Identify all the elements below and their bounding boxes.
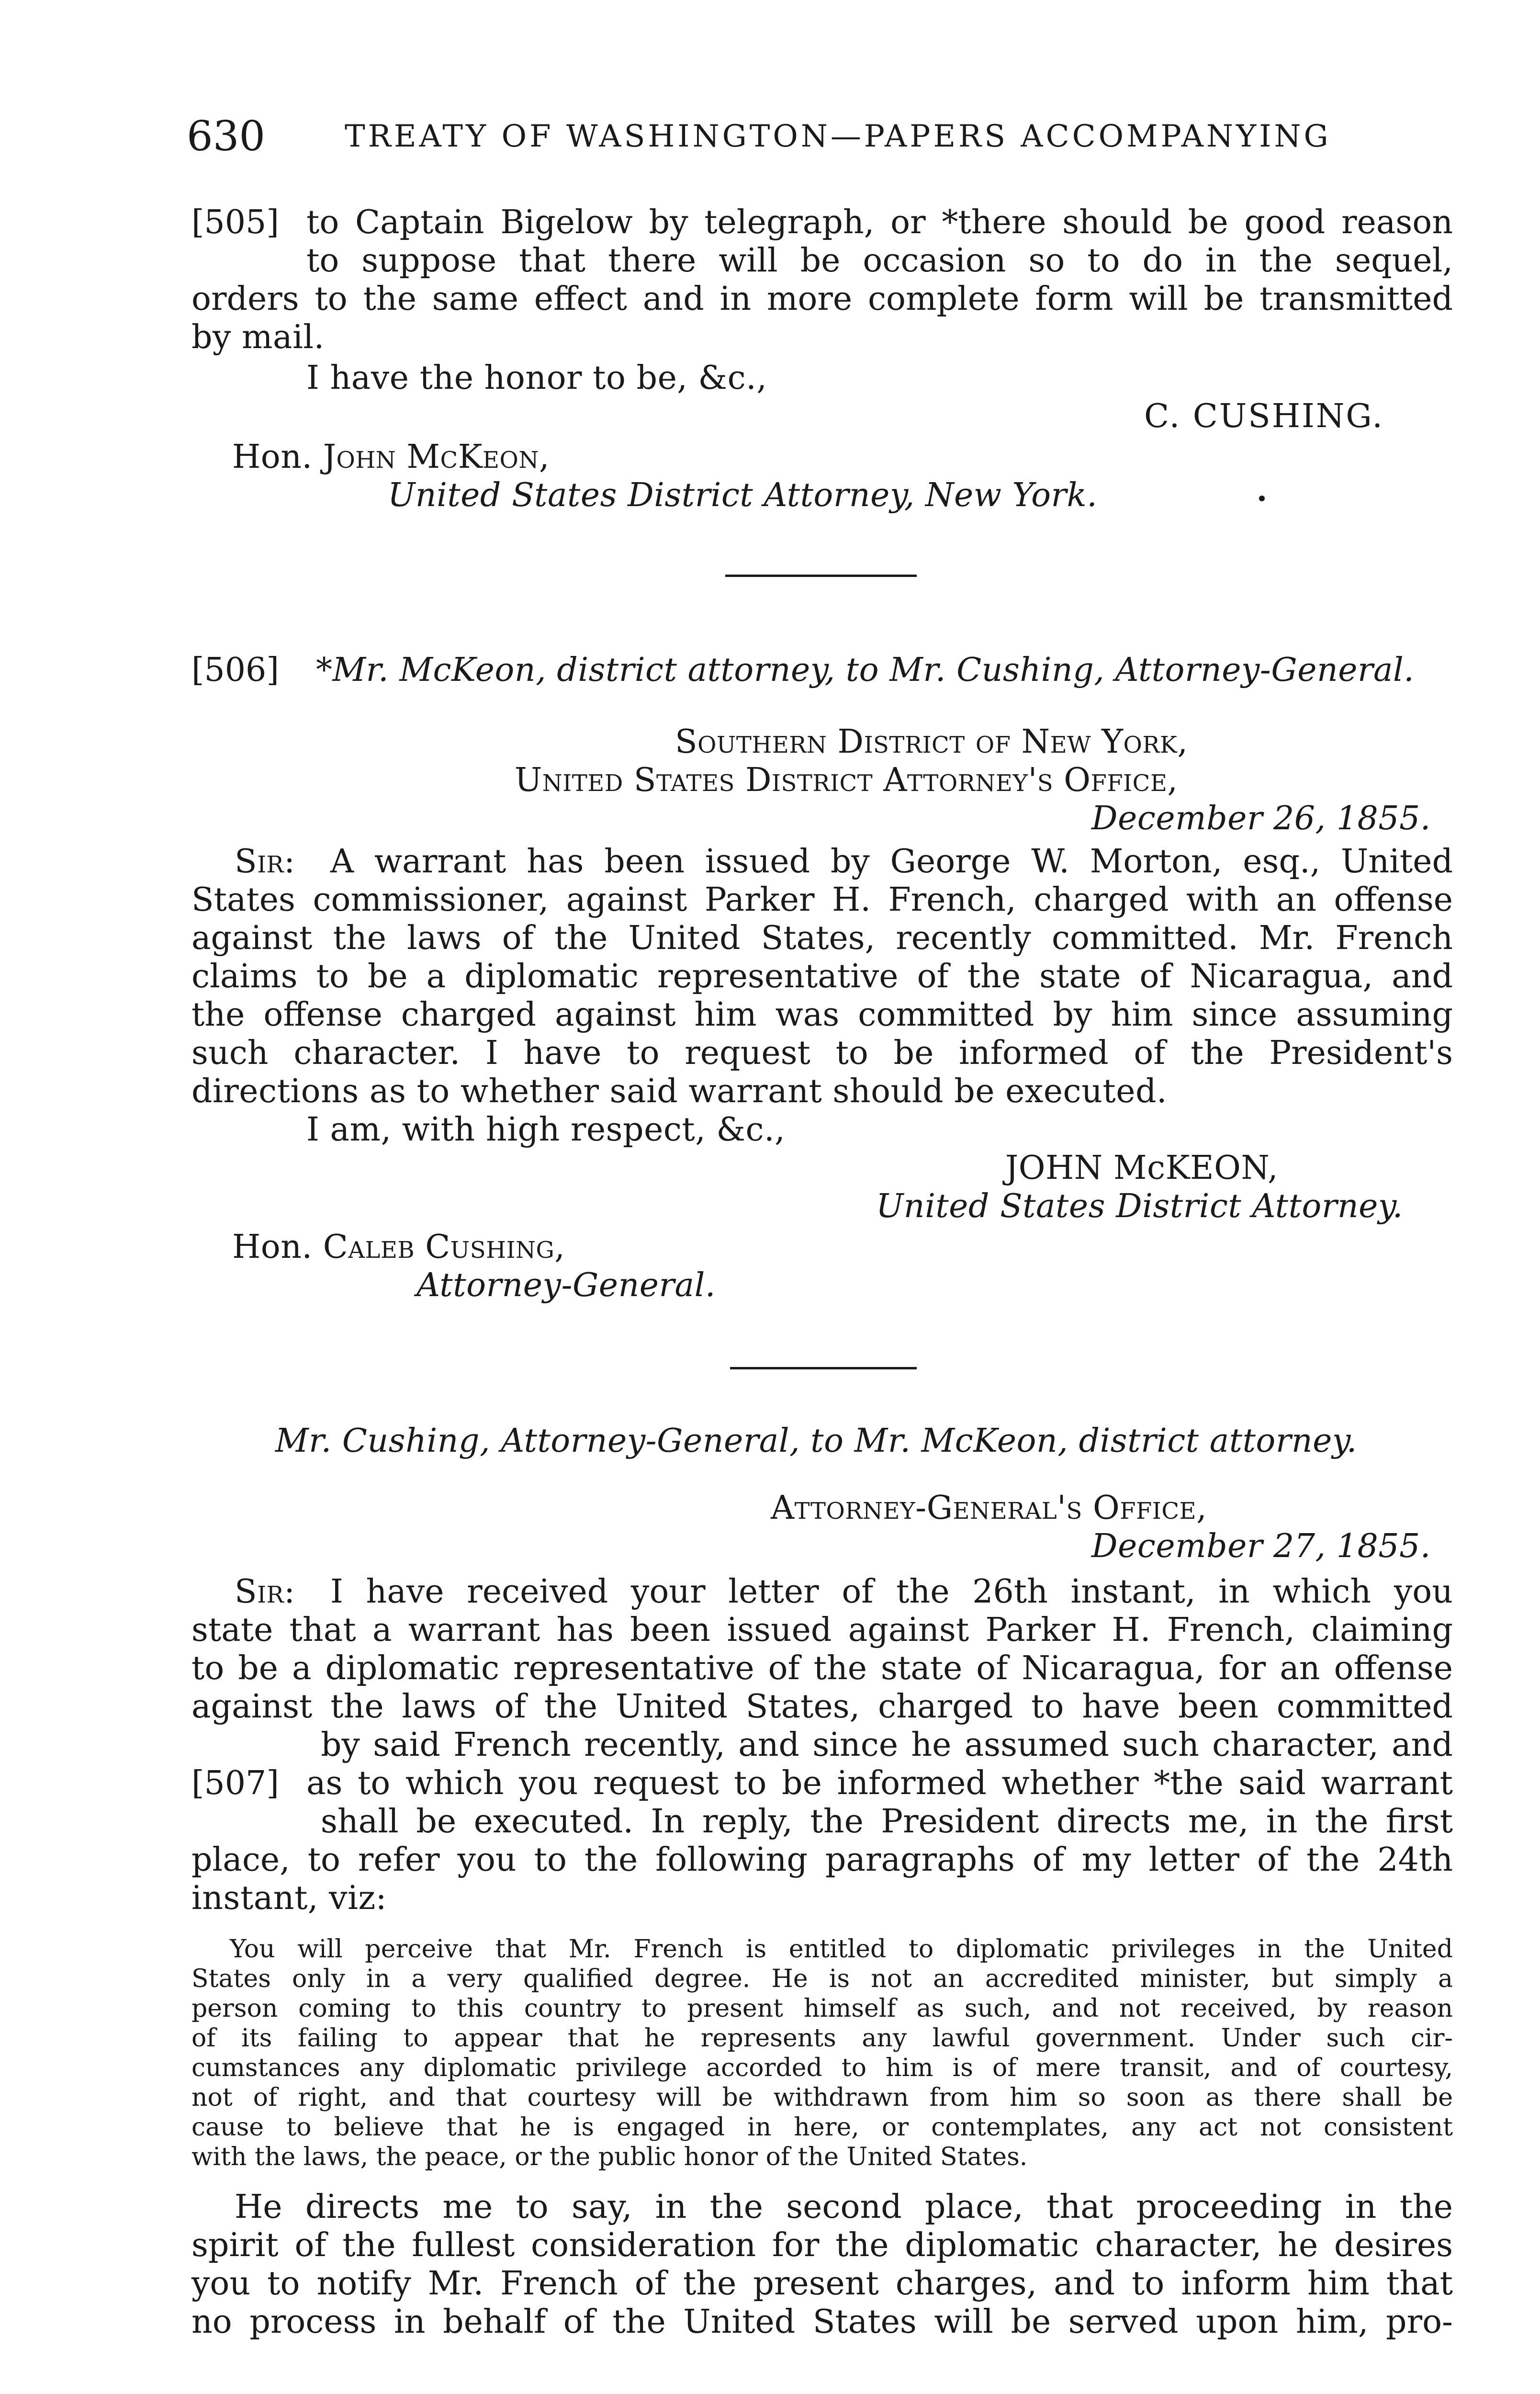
salutation: Sir: (235, 1573, 295, 1611)
closing-line: I have the honor to be, &c., (306, 359, 767, 397)
page-number: 630 (187, 113, 266, 160)
body-line: to Captain Bigelow by telegraph, or *there should be good reason (306, 203, 1453, 241)
body-line: such character. I have to request to be informed of the President's (191, 1034, 1453, 1072)
addressee-title: United States District Attorney, New York. (388, 476, 1098, 514)
body-line: orders to the same effect and in more complete form will be transmitted (191, 280, 1453, 318)
quote-line: with the laws, the peace, or the public honor of the United States. (191, 2143, 1028, 2171)
letter-date: December 27, 1855. (1091, 1527, 1431, 1565)
addressee (232, 1228, 565, 1266)
body-line: the offense charged against him was committed by him since assuming (191, 996, 1453, 1034)
page-marker-506: [506] (191, 651, 279, 689)
quote-line: cause to believe that he is engaged in here, or contemplates, any act not consistent (191, 2113, 1453, 2142)
body-line: state that a warrant has been issued against Parker H. French, claiming (191, 1611, 1453, 1649)
quote-line: You will perceive that Mr. French is entitled to diplomatic privileges in the United (230, 1935, 1453, 1964)
body-line: as to which you request to be informed whether *the said warrant (306, 1764, 1453, 1802)
body-line: He directs me to say, in the second place, that proceeding in the (235, 2188, 1453, 2226)
letter-heading: *Mr. McKeon, district attorney, to Mr. Cushing, Attorney-General. (316, 651, 1415, 689)
body-line: spirit of the fullest consideration for the diplomatic character, he desires (191, 2226, 1453, 2264)
place-line: Attorney-General's Office, (771, 1489, 1207, 1527)
signature-title: United States District Attorney. (876, 1187, 1403, 1225)
body-line: no process in behalf of the United States will be served upon him, pro- (191, 2303, 1453, 2341)
letter-date: December 26, 1855. (1091, 800, 1431, 837)
page-marker-505: [505] (191, 203, 279, 241)
body-line: A warrant has been issued by George W. Morton, esq., United (330, 843, 1453, 881)
section-divider (725, 575, 917, 577)
body-line: States commissioner, against Parker H. French, charged with an offense (191, 881, 1453, 919)
closing-line: I am, with high respect, &c., (306, 1111, 786, 1149)
place-line: United States District Attorney's Office, (515, 761, 1178, 799)
body-line: you to notify Mr. French of the present charges, and to inform him that (191, 2265, 1453, 2303)
addressee-name: John McKeon, (323, 438, 550, 476)
page-marker-507: [507] (191, 1764, 279, 1802)
addressee-title: Attorney-General. (416, 1266, 716, 1304)
body-line: shall be executed. In reply, the President directs me, in the first (321, 1803, 1453, 1841)
body-line: against the laws of the United States, charged to have been committed (191, 1688, 1453, 1726)
quote-line: of its failing to appear that he represents any lawful government. Under such cir- (191, 2024, 1453, 2053)
body-line: to be a diplomatic representative of the state of Nicaragua, for an offense (191, 1649, 1453, 1687)
body-line: to suppose that there will be occasion so to do in the sequel, (306, 242, 1453, 280)
quote-line: States only in a very qualified degree. He is not an accredited minister, but simply a (191, 1965, 1453, 1993)
body-line: by said French recently, and since he assumed such character, and (321, 1726, 1453, 1764)
signature: JOHN McKEON, (1005, 1149, 1279, 1187)
bullet-dot (1259, 496, 1265, 501)
body-line: instant, viz: (191, 1879, 387, 1917)
body-line: place, to refer you to the following paragraphs of my letter of the 24th (191, 1841, 1453, 1879)
quote-line: cumstances any diplomatic privilege accorded to him is of mere transit, and of courtesy, (191, 2054, 1453, 2082)
body-line: claims to be a diplomatic representative of the state of Nicaragua, and (191, 958, 1453, 995)
body-line: by mail. (191, 318, 325, 356)
place-line: Southern District of New York, (675, 723, 1188, 761)
letter-heading: Mr. Cushing, Attorney-General, to Mr. McKeon, district attorney. (275, 1422, 1357, 1460)
body-line: directions as to whether said warrant should be executed. (191, 1073, 1168, 1110)
addressee (232, 438, 550, 476)
section-divider (730, 1367, 917, 1369)
running-head: TREATY OF WASHINGTON—PAPERS ACCOMPANYING (345, 119, 1331, 154)
quote-line: person coming to this country to present himself as such, and not received, by reason (191, 1994, 1453, 2023)
body-line: against the laws of the United States, recently committed. Mr. French (191, 919, 1453, 957)
addressee-name: Caleb Cushing, (323, 1228, 565, 1266)
salutation: Sir: (235, 843, 295, 881)
quote-line: not of right, and that courtesy will be withdrawn from him so soon as there shall be (191, 2083, 1453, 2112)
signature: C. CUSHING. (1144, 397, 1384, 435)
addressee-prefix: Hon. (232, 1228, 313, 1266)
body-line: I have received your letter of the 26th instant, in which you (330, 1573, 1453, 1611)
addressee-prefix: Hon. (232, 438, 313, 476)
